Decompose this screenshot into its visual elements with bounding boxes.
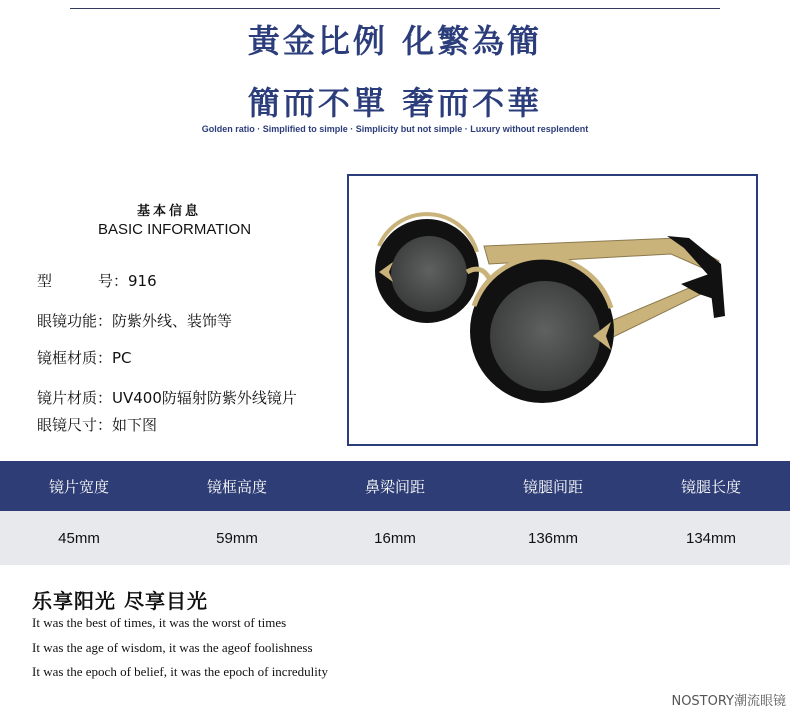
header-bridge-width: 鼻梁间距 xyxy=(364,477,425,496)
size-table-values xyxy=(0,511,790,565)
spec-size: 眼镜尺寸：如下图 xyxy=(37,416,158,434)
value-bridge-width: 16mm xyxy=(374,529,416,547)
headline-line-1: 黃金比例 化繁為簡 xyxy=(247,22,543,60)
headline-line-2: 簡而不單 奢而不華 xyxy=(247,84,543,122)
size-table-header xyxy=(0,461,790,511)
quote-line-1: It was the best of times, it was the worst of times xyxy=(32,615,287,630)
header-temple-distance: 镜腿间距 xyxy=(522,477,583,496)
value-frame-height: 59mm xyxy=(216,529,258,547)
header-frame-height: 镜框高度 xyxy=(206,477,267,496)
spec-frame-material: 镜框材质：PC xyxy=(37,349,132,367)
top-divider xyxy=(70,8,720,9)
left-lens xyxy=(391,236,467,312)
quote-line-2: It was the age of wisdom, it was the ageof foolishness xyxy=(32,640,313,655)
right-lens xyxy=(490,281,600,391)
header-temple-length: 镜腿长度 xyxy=(680,477,741,496)
value-temple-length: 134mm xyxy=(685,529,737,547)
sunglasses-image xyxy=(349,176,756,444)
spec-model-value: ：916 xyxy=(113,272,157,290)
near-temple-arm xyxy=(599,288,701,338)
spec-lens-material: 镜片材质：UV400防辐射防紫外线镜片 xyxy=(37,389,297,407)
value-temple-distance: 136mm xyxy=(527,529,579,547)
brand-watermark: NOSTORY潮流眼镜 xyxy=(671,694,786,709)
info-title-cn: 基本信息 xyxy=(137,204,202,219)
header-lens-width: 镜片宽度 xyxy=(48,477,109,496)
tagline: Golden ratio · Simplified to simple · Simplicity but not simple · Luxury without resplendent xyxy=(201,124,589,134)
product-photo xyxy=(347,174,758,446)
spec-model-label: 型 号 xyxy=(37,272,113,290)
spec-model xyxy=(37,270,157,291)
quote-line-3: It was the epoch of belief, it was the epoch of incredulity xyxy=(32,664,329,679)
info-title-en: BASIC INFORMATION xyxy=(98,221,252,238)
spec-function: 眼镜功能：防紫外线、装饰等 xyxy=(37,312,233,330)
slogan: 乐享阳光 尽享目光 xyxy=(32,589,208,613)
value-lens-width: 45mm xyxy=(58,529,100,547)
